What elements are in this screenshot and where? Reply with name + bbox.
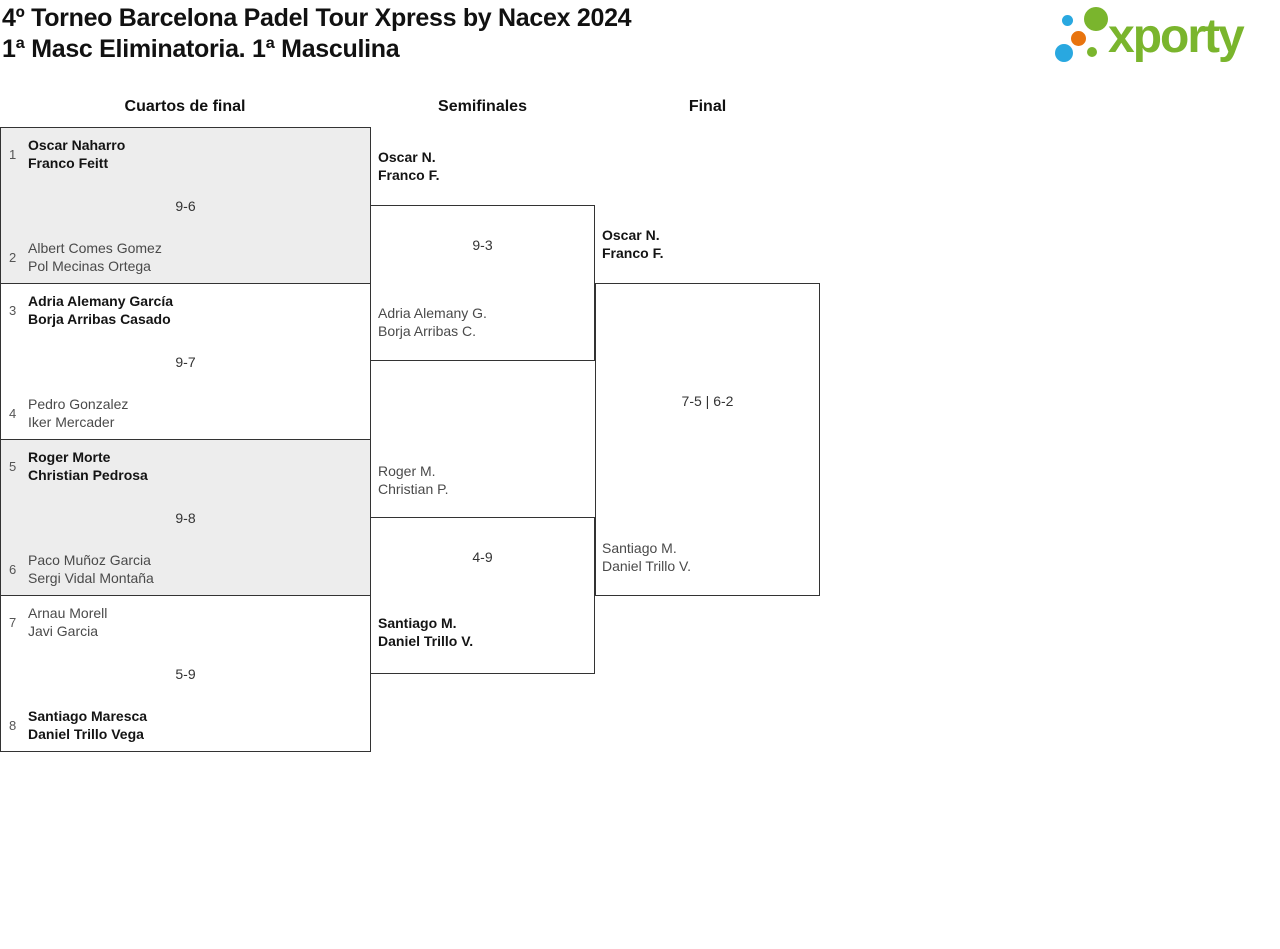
player-name: Javi Garcia [28, 623, 99, 639]
team-names [28, 395, 128, 431]
seed-number: 6 [9, 561, 17, 577]
player-name: Santiago M. [602, 540, 677, 556]
team-entry [1, 239, 370, 275]
round-header-semifinals: Semifinales [438, 98, 527, 115]
player-name: Albert Comes Gomez [28, 240, 162, 256]
logo-dot-icon [1084, 7, 1108, 31]
team-entry [1, 292, 370, 328]
seed-number: 7 [9, 614, 17, 630]
team-names [28, 448, 148, 484]
seed-number: 1 [9, 146, 17, 162]
seed-number: 2 [9, 249, 17, 265]
match-score: 7-5 | 6-2 [681, 393, 734, 409]
player-name: Iker Mercader [28, 414, 115, 430]
player-name: Adria Alemany García [28, 293, 173, 309]
semifinal-match-2 [370, 517, 595, 674]
team-names [378, 148, 439, 184]
quarterfinal-match-4 [0, 595, 371, 752]
logo-dot-icon [1055, 44, 1073, 62]
player-name: Roger Morte [28, 449, 111, 465]
player-name: Sergi Vidal Montaña [28, 570, 154, 586]
team-names [28, 707, 147, 743]
page-title [2, 3, 902, 65]
player-name: Paco Muñoz Garcia [28, 552, 151, 568]
player-name: Daniel Trillo Vega [28, 726, 144, 742]
player-name: Franco F. [378, 167, 440, 183]
logo-dot-icon [1071, 31, 1086, 46]
match-score: 9-8 [175, 509, 196, 526]
match-score: 5-9 [175, 665, 196, 682]
seed-number: 5 [9, 458, 17, 474]
team-names [378, 304, 487, 340]
player-name: Santiago Maresca [28, 708, 148, 724]
logo-dot-icon [1062, 15, 1073, 26]
player-name: Arnau Morell [28, 605, 108, 621]
seed-number: 8 [9, 717, 17, 733]
match-score: 4-9 [472, 549, 493, 565]
player-name: Oscar N. [378, 149, 436, 165]
player-name: Christian P. [378, 481, 449, 497]
team-names [28, 604, 107, 640]
quarterfinal-match-3 [0, 439, 371, 596]
player-name: Borja Arribas Casado [28, 311, 171, 327]
player-name: Franco Feitt [28, 155, 109, 171]
team-entry [1, 136, 370, 172]
tournament-title: 4º Torneo Barcelona Padel Tour Xpress by Nacex 2024 [2, 4, 632, 32]
match-score: 9-3 [472, 237, 493, 253]
team-names [28, 292, 173, 328]
tournament-subtitle: 1ª Masc Eliminatoria. 1ª Masculina [2, 35, 400, 63]
player-name: Daniel Trillo V. [602, 558, 691, 574]
xporty-logo[interactable] [1050, 0, 1280, 78]
player-name: Oscar Naharro [28, 137, 126, 153]
seed-number: 4 [9, 405, 17, 421]
match-score: 9-7 [175, 353, 196, 370]
player-name: Christian Pedrosa [28, 467, 148, 483]
player-name: Pol Mecinas Ortega [28, 258, 151, 274]
xporty-logo-text: xporty [1108, 10, 1243, 63]
round-header-final: Final [688, 98, 727, 115]
logo-dot-icon [1087, 47, 1097, 57]
team-names [378, 462, 449, 498]
team-names [28, 136, 125, 172]
team-names [602, 226, 663, 262]
quarterfinal-match-1 [0, 127, 371, 284]
team-names [602, 539, 691, 575]
player-name: Daniel Trillo V. [378, 633, 474, 649]
seed-number: 3 [9, 302, 17, 318]
team-entry [1, 707, 370, 743]
team-names [378, 614, 473, 650]
match-score: 9-6 [175, 197, 196, 214]
team-entry [1, 551, 370, 587]
quarterfinal-match-2 [0, 283, 371, 440]
team-entry [1, 604, 370, 640]
player-name: Franco F. [602, 245, 664, 261]
team-entry [1, 448, 370, 484]
player-name: Roger M. [378, 463, 436, 479]
team-names [28, 551, 154, 587]
player-name: Pedro Gonzalez [28, 396, 129, 412]
player-name: Oscar N. [602, 227, 660, 243]
player-name: Adria Alemany G. [378, 305, 487, 321]
team-entry [1, 395, 370, 431]
player-name: Borja Arribas C. [378, 323, 477, 339]
player-name: Santiago M. [378, 615, 457, 631]
round-header-quarterfinals: Cuartos de final [124, 98, 246, 115]
team-names [28, 239, 162, 275]
